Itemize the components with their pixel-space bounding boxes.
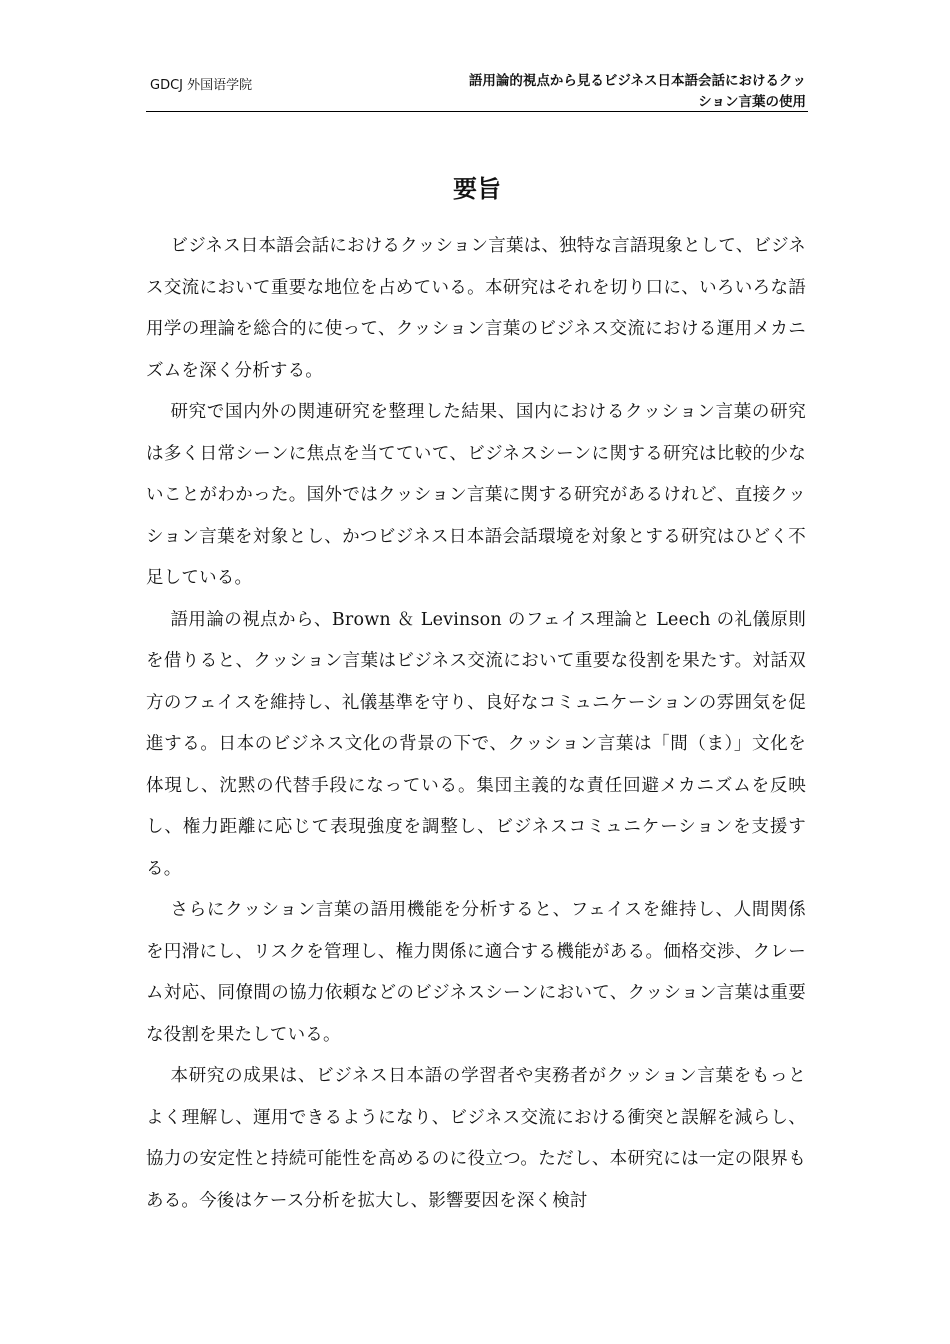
header-institution: GDCJ 外国语学院	[150, 78, 253, 93]
abstract-paragraph-5: 本研究の成果は、ビジネス日本語の学習者や実務者がクッション言葉をもっとよく理解し、運用できるようになり、ビジネス交流における衝突と誤解を減らし、協力の安定性と持続可能性を高めるのに役立つ。ただし、本研究には一定の限界もある。今後はケース分析を拡大し、影響要因を深く検討	[146, 1066, 806, 1211]
page-header	[146, 68, 808, 112]
abstract-paragraph-4: さらにクッション言葉の語用機能を分析すると、フェイスを維持し、人間関係を円滑にし、リスクを管理し、権力関係に適合する機能がある。価格交渉、クレーム対応、同僚間の協力依頼などのビジネスシーンにおいて、クッション言葉は重要な役割を果たしている。	[146, 900, 806, 1045]
abstract-paragraph-3: 語用論の視点から、Brown ＆ Levinson のフェイス理論と Leech の礼儀原則を借りると、クッション言葉はビジネス交流において重要な役割を果たす。対話双方のフェイスを維持し、礼儀基準を守り、良好なコミュニケーションの雰囲気を促進する。日本のビジネス文化の背景の下で、クッション言葉は「間（ま）」文化を体現し、沈黙の代替手段になっている。集団主義的な責任回避メカニズムを反映し、権力距離に応じて表現強度を調整し、ビジネスコミュニケーションを支援する。	[146, 609, 806, 879]
abstract-body	[146, 226, 806, 1222]
abstract-paragraph-1: ビジネス日本語会話におけるクッション言葉は、独特な言語現象として、ビジネス交流において重要な地位を占めている。本研究はそれを切り口に、いろいろな語用学の理論を総合的に使って、クッション言葉のビジネス交流における運用メカニズムを深く分析する。	[146, 236, 806, 381]
abstract-title: 要旨	[453, 175, 501, 203]
header-thesis-title: 語用論的視点から見るビジネス日本語会話におけるクッション言葉の使用	[468, 73, 806, 110]
abstract-paragraph-2: 研究で国内外の関連研究を整理した結果、国内におけるクッション言葉の研究は多く日常シーンに焦点を当てていて、ビジネスシーンに関する研究は比較的少ないことがわかった。国外ではクッション言葉に関する研究があるけれど、直接クッション言葉を対象とし、かつビジネス日本語会話環境を対象とする研究はひどく不足している。	[146, 402, 806, 588]
